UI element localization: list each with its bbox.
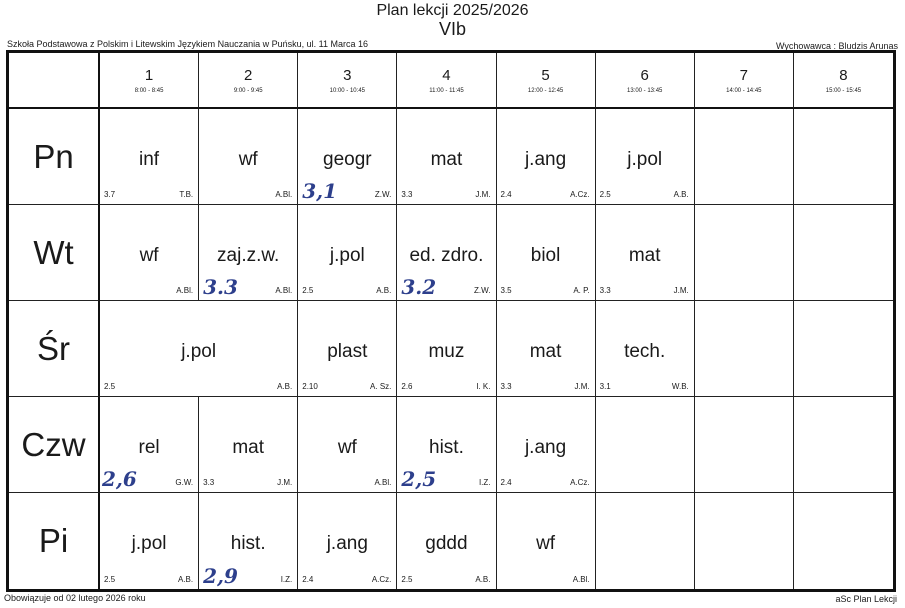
valid-from: Obowiązuje od 02 lutego 2026 roku <box>4 593 146 603</box>
empty-cell <box>794 301 893 397</box>
lesson-room: 2.4 <box>500 190 512 199</box>
lesson-cell <box>298 493 397 589</box>
generator-label: aSc Plan Lekcji <box>835 594 897 604</box>
empty-cell <box>596 397 695 493</box>
day-label: Pn <box>9 109 100 205</box>
handwritten-room-note: 3.3 <box>203 275 238 299</box>
lesson-room: 2.5 <box>104 382 116 391</box>
header-corner <box>9 53 100 109</box>
lesson-subject: j.ang <box>524 149 567 170</box>
lesson-cell <box>497 397 596 493</box>
lesson-room: 2.10 <box>302 382 318 391</box>
period-number: 8 <box>839 67 848 84</box>
day-label: Wt <box>9 205 100 301</box>
period-time: 12:00 - 12:45 <box>527 88 564 94</box>
lesson-cell <box>397 205 496 301</box>
lesson-teacher: W.B. <box>671 382 689 391</box>
period-header <box>100 53 199 109</box>
lesson-teacher: J.M. <box>277 478 293 487</box>
empty-cell <box>794 493 893 589</box>
lesson-subject: ed. zdro. <box>409 245 484 266</box>
period-number: 4 <box>442 67 451 84</box>
lesson-subject: plast <box>327 341 368 362</box>
lesson-room: 2.5 <box>401 575 413 584</box>
period-time: 10:00 - 10:45 <box>329 88 365 94</box>
lesson-teacher: A.Bl. <box>275 286 293 295</box>
empty-cell <box>596 493 695 589</box>
school-name: Szkoła Podstawowa z Polskim i Litewskim Językiem Nauczania w Puńsku, ul. 11 Marca 16 <box>7 39 368 49</box>
lesson-teacher: A. Sz. <box>370 382 392 391</box>
period-header <box>596 53 695 109</box>
lesson-subject: hist. <box>230 533 266 554</box>
lesson-cell <box>596 205 695 301</box>
lesson-subject: tech. <box>624 341 666 362</box>
lesson-teacher: G.W. <box>175 478 194 487</box>
period-number: 5 <box>541 67 550 84</box>
lesson-room: 3.1 <box>599 382 611 391</box>
lesson-subject: wf <box>238 149 258 170</box>
lesson-room: 3.7 <box>104 190 116 199</box>
lesson-subject: inf <box>139 149 160 170</box>
period-time: 14:00 - 14:45 <box>726 88 762 94</box>
lesson-subject: zaj.z.w. <box>217 245 280 266</box>
lesson-room: 2.4 <box>500 478 512 487</box>
lesson-subject: biol <box>530 245 561 266</box>
lesson-subject: j.pol <box>131 533 167 554</box>
lesson-teacher: A.B. <box>178 575 194 584</box>
lesson-subject: mat <box>529 341 562 362</box>
lesson-room: 2.5 <box>599 190 611 199</box>
lesson-cell <box>596 301 695 397</box>
lesson-cell <box>100 301 298 397</box>
empty-cell <box>794 397 893 493</box>
lesson-teacher: A.Bl. <box>374 478 392 487</box>
lesson-teacher: A.Bl. <box>176 286 194 295</box>
lesson-subject: wf <box>139 245 159 266</box>
lesson-teacher: A.Cz. <box>570 190 590 199</box>
lesson-teacher: A.Cz. <box>570 478 590 487</box>
period-header <box>199 53 298 109</box>
lesson-cell <box>397 301 496 397</box>
period-header <box>794 53 893 109</box>
lesson-teacher: J.M. <box>673 286 689 295</box>
day-label: Śr <box>9 301 100 397</box>
empty-cell <box>695 205 794 301</box>
lesson-cell <box>199 493 298 589</box>
lesson-cell <box>298 397 397 493</box>
empty-cell <box>794 205 893 301</box>
lesson-cell <box>100 109 199 205</box>
lesson-teacher: A.B. <box>673 190 689 199</box>
page-title: Plan lekcji 2025/2026 <box>376 2 529 19</box>
lesson-cell <box>199 397 298 493</box>
class-name: VIb <box>438 19 467 39</box>
lesson-cell <box>298 301 397 397</box>
lesson-teacher: A.Bl. <box>572 575 590 584</box>
period-number: 3 <box>343 67 352 84</box>
period-header <box>695 53 794 109</box>
lesson-subject: rel <box>138 437 160 458</box>
day-label: Pi <box>9 493 100 589</box>
lesson-subject: wf <box>337 437 357 458</box>
lesson-subject: j.ang <box>524 437 567 458</box>
lesson-teacher: J.M. <box>475 190 491 199</box>
period-header <box>397 53 496 109</box>
lesson-room: 2.6 <box>401 382 413 391</box>
lesson-cell <box>596 109 695 205</box>
lesson-room: 2.5 <box>302 286 314 295</box>
empty-cell <box>695 397 794 493</box>
lesson-room: 2.5 <box>104 575 116 584</box>
lesson-teacher: A.B. <box>277 382 293 391</box>
lesson-cell <box>100 493 199 589</box>
lesson-cell <box>497 301 596 397</box>
empty-cell <box>794 109 893 205</box>
lesson-cell <box>298 109 397 205</box>
lesson-subject: hist. <box>429 437 464 458</box>
lesson-room: 3.3 <box>401 190 413 199</box>
lesson-teacher: Z.W. <box>474 286 491 295</box>
lesson-teacher: Z.W. <box>374 190 392 199</box>
lesson-subject: mat <box>430 149 463 170</box>
lesson-teacher: A.Bl. <box>275 190 293 199</box>
lesson-subject: wf <box>536 533 556 554</box>
handwritten-room-note: 2,5 <box>401 467 437 491</box>
handwritten-room-note: 2,6 <box>102 467 137 491</box>
handwritten-room-note: 3,1 <box>302 179 338 203</box>
day-label: Czw <box>9 397 100 493</box>
lesson-cell <box>100 205 199 301</box>
lesson-subject: j.pol <box>329 245 365 266</box>
lesson-subject: geogr <box>323 149 372 170</box>
lesson-room: 2.4 <box>302 575 314 584</box>
lesson-cell <box>497 109 596 205</box>
lesson-teacher: I. K. <box>476 382 491 391</box>
period-number: 1 <box>144 67 154 84</box>
lesson-subject: j.ang <box>326 533 368 554</box>
lesson-subject: j.pol <box>181 341 217 362</box>
period-number: 6 <box>640 67 649 84</box>
lesson-cell <box>397 493 496 589</box>
lesson-teacher: A.B. <box>475 575 491 584</box>
lesson-teacher: A.B. <box>376 286 392 295</box>
period-header <box>298 53 397 109</box>
handwritten-room-note: 3.2 <box>401 275 437 299</box>
lesson-room: 3.5 <box>500 286 512 295</box>
lesson-subject: mat <box>628 245 661 266</box>
period-number: 2 <box>244 67 253 84</box>
lesson-cell <box>397 109 496 205</box>
lesson-cell <box>298 205 397 301</box>
timetable-grid <box>6 50 896 592</box>
period-number: 7 <box>739 67 748 84</box>
lesson-subject: muz <box>428 341 465 362</box>
lesson-cell <box>497 205 596 301</box>
lesson-room: 3.3 <box>500 382 512 391</box>
lesson-cell <box>397 397 496 493</box>
lesson-teacher: J.M. <box>574 382 590 391</box>
period-time: 9:00 - 9:45 <box>233 88 263 94</box>
lesson-cell <box>199 109 298 205</box>
period-time: 8:00 - 8:45 <box>134 88 164 94</box>
lesson-teacher: A. P. <box>573 286 590 295</box>
period-time: 11:00 - 11:45 <box>429 88 464 94</box>
lesson-teacher: I.Z. <box>280 575 293 584</box>
lesson-cell <box>100 397 199 493</box>
lesson-teacher: A.Cz. <box>371 575 392 584</box>
lesson-subject: mat <box>232 437 265 458</box>
handwritten-room-note: 2,9 <box>203 564 238 588</box>
lesson-cell <box>199 205 298 301</box>
period-time: 13:00 - 13:45 <box>627 88 663 94</box>
period-time: 15:00 - 15:45 <box>825 88 862 94</box>
lesson-cell <box>497 493 596 589</box>
lesson-teacher: T.B. <box>179 190 194 199</box>
lesson-room: 3.3 <box>203 478 215 487</box>
lesson-teacher: I.Z. <box>478 478 491 487</box>
lesson-subject: j.pol <box>627 149 663 170</box>
empty-cell <box>695 109 794 205</box>
homeroom-teacher: Wychowawca : Bludzis Arunas <box>776 41 898 51</box>
empty-cell <box>695 493 794 589</box>
period-header <box>497 53 596 109</box>
empty-cell <box>695 301 794 397</box>
lesson-subject: gddd <box>425 533 468 554</box>
lesson-room: 3.3 <box>599 286 611 295</box>
